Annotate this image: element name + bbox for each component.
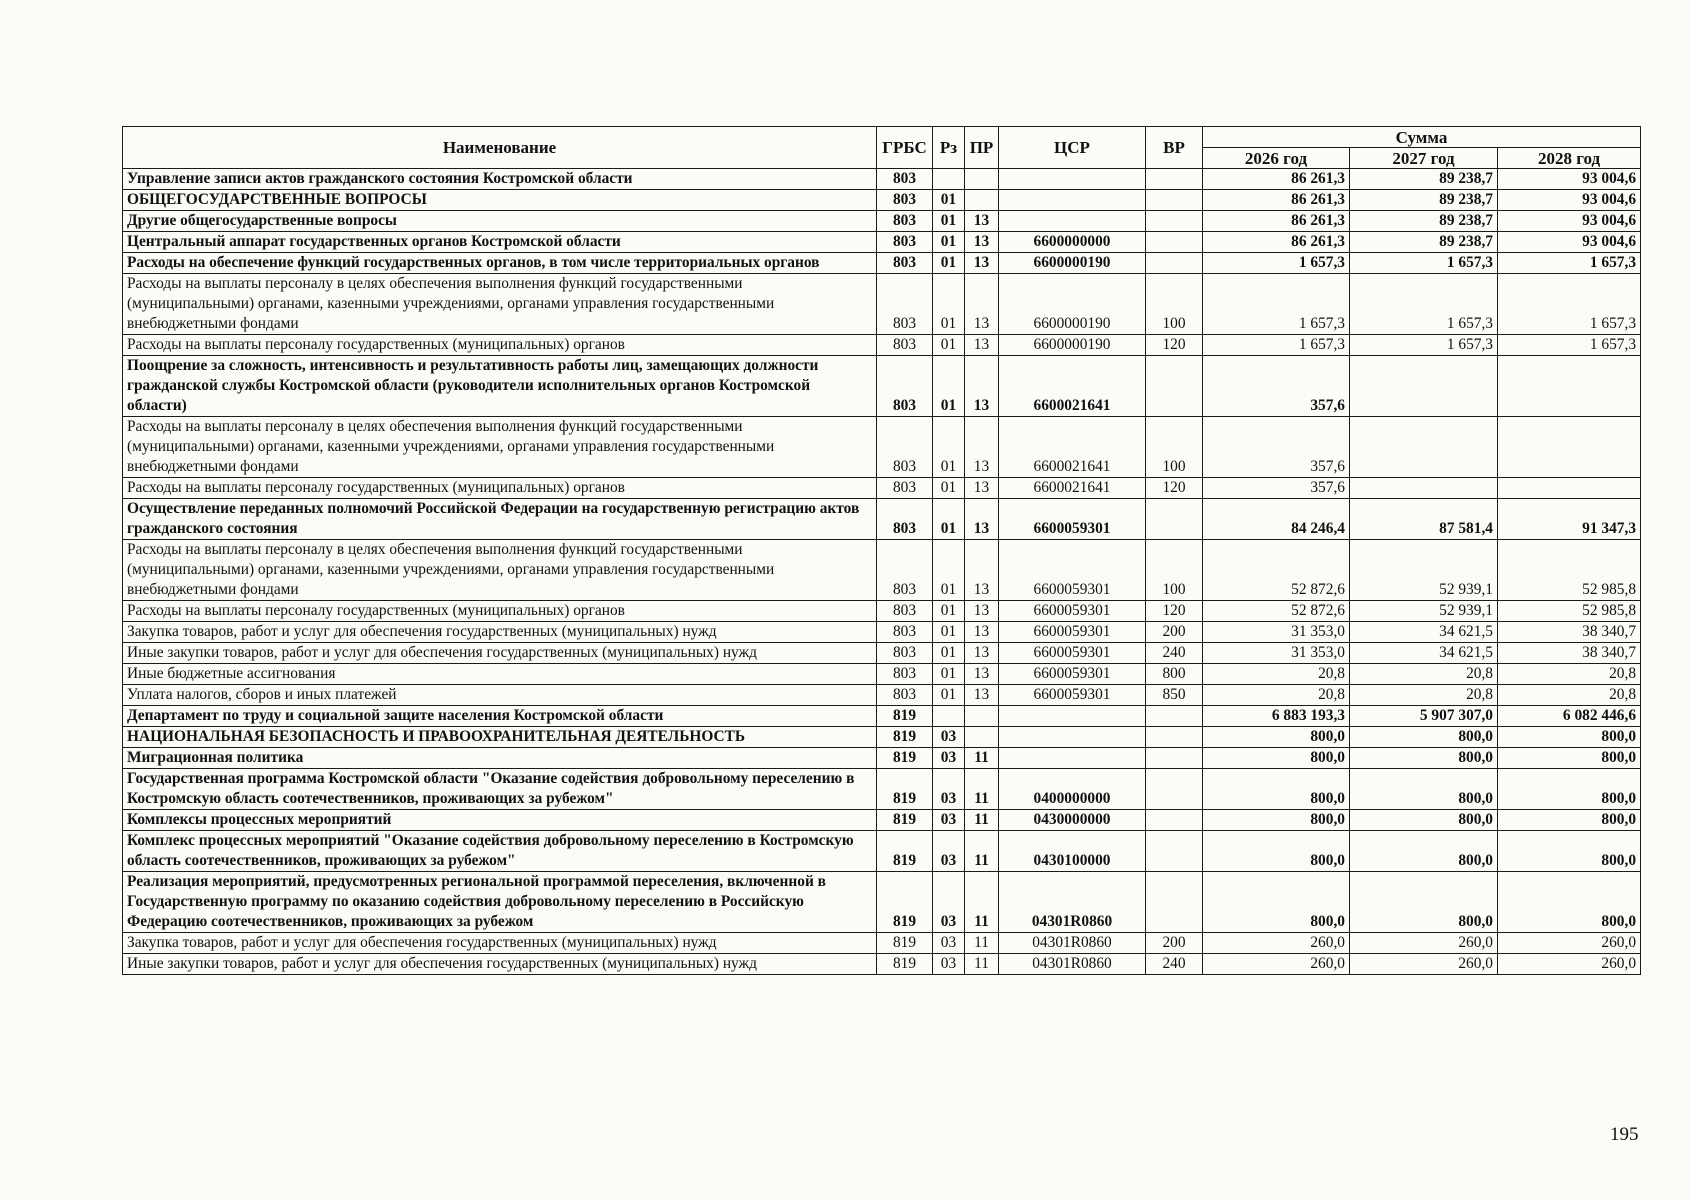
row-amount-2028: 260,0 xyxy=(1498,954,1641,975)
header-vr: ВР xyxy=(1146,127,1203,169)
row-grbs: 819 xyxy=(877,748,933,769)
row-grbs: 803 xyxy=(877,478,933,499)
row-amount-2026: 20,8 xyxy=(1203,664,1350,685)
row-amount-2027: 89 238,7 xyxy=(1350,169,1498,190)
row-amount-2026: 86 261,3 xyxy=(1203,169,1350,190)
header-grbs: ГРБС xyxy=(877,127,933,169)
row-csr xyxy=(999,748,1146,769)
row-rz: 01 xyxy=(933,643,965,664)
table-row xyxy=(123,232,1641,253)
row-name: Иные бюджетные ассигнования xyxy=(123,664,877,685)
header-2026: 2026 год xyxy=(1203,148,1350,169)
header-2027: 2027 год xyxy=(1350,148,1498,169)
row-amount-2027: 34 621,5 xyxy=(1350,622,1498,643)
row-csr: 6600059301 xyxy=(999,540,1146,601)
row-csr: 04301R0860 xyxy=(999,933,1146,954)
row-csr: 0400000000 xyxy=(999,769,1146,810)
row-vr: 200 xyxy=(1146,933,1203,954)
table-header xyxy=(123,127,1641,169)
page-number: 195 xyxy=(1610,1124,1639,1145)
row-vr xyxy=(1146,810,1203,831)
row-grbs: 803 xyxy=(877,685,933,706)
row-csr: 6600059301 xyxy=(999,685,1146,706)
row-rz: 01 xyxy=(933,274,965,335)
row-name: Поощрение за сложность, интенсивность и результативность работы лиц, замещающих должности гражданской службы Костромской области (руководители исполнительных органов Костромской области) xyxy=(123,356,877,417)
row-name: Центральный аппарат государственных органов Костромской области xyxy=(123,232,877,253)
row-vr xyxy=(1146,499,1203,540)
row-csr xyxy=(999,190,1146,211)
header-name: Наименование xyxy=(123,127,877,169)
row-rz: 03 xyxy=(933,954,965,975)
table-row xyxy=(123,253,1641,274)
row-name: Комплекс процессных мероприятий "Оказание содействия добровольному переселению в Костромскую область соотечественников, проживающих за рубежом" xyxy=(123,831,877,872)
row-amount-2028: 1 657,3 xyxy=(1498,335,1641,356)
row-rz: 01 xyxy=(933,540,965,601)
row-grbs: 819 xyxy=(877,872,933,933)
row-grbs: 819 xyxy=(877,727,933,748)
row-csr: 6600000190 xyxy=(999,335,1146,356)
row-amount-2028: 800,0 xyxy=(1498,748,1641,769)
row-amount-2026: 20,8 xyxy=(1203,685,1350,706)
row-vr: 800 xyxy=(1146,664,1203,685)
row-amount-2027: 87 581,4 xyxy=(1350,499,1498,540)
row-csr: 04301R0860 xyxy=(999,954,1146,975)
row-amount-2027: 800,0 xyxy=(1350,810,1498,831)
row-rz xyxy=(933,706,965,727)
row-pr: 13 xyxy=(965,253,999,274)
row-pr: 13 xyxy=(965,478,999,499)
row-pr: 11 xyxy=(965,769,999,810)
row-name: Миграционная политика xyxy=(123,748,877,769)
table-row xyxy=(123,499,1641,540)
row-vr xyxy=(1146,727,1203,748)
row-grbs: 803 xyxy=(877,643,933,664)
table-row xyxy=(123,274,1641,335)
row-amount-2027: 260,0 xyxy=(1350,954,1498,975)
row-pr: 13 xyxy=(965,499,999,540)
row-grbs: 819 xyxy=(877,933,933,954)
row-csr: 0430100000 xyxy=(999,831,1146,872)
row-name: Иные закупки товаров, работ и услуг для обеспечения государственных (муниципальных) нужд xyxy=(123,643,877,664)
row-pr: 13 xyxy=(965,232,999,253)
row-amount-2026: 1 657,3 xyxy=(1203,253,1350,274)
header-sum: Сумма xyxy=(1203,127,1641,148)
header-pr: ПР xyxy=(965,127,999,169)
row-grbs: 803 xyxy=(877,356,933,417)
row-amount-2027: 800,0 xyxy=(1350,748,1498,769)
row-amount-2027: 20,8 xyxy=(1350,685,1498,706)
row-amount-2028 xyxy=(1498,356,1641,417)
row-vr: 100 xyxy=(1146,540,1203,601)
row-amount-2027: 20,8 xyxy=(1350,664,1498,685)
row-amount-2026: 357,6 xyxy=(1203,356,1350,417)
row-pr: 13 xyxy=(965,335,999,356)
row-grbs: 803 xyxy=(877,211,933,232)
row-rz xyxy=(933,169,965,190)
row-csr xyxy=(999,211,1146,232)
row-amount-2028: 800,0 xyxy=(1498,810,1641,831)
header-rz: Рз xyxy=(933,127,965,169)
row-pr: 11 xyxy=(965,954,999,975)
row-rz: 01 xyxy=(933,499,965,540)
row-amount-2028: 1 657,3 xyxy=(1498,253,1641,274)
row-amount-2026: 31 353,0 xyxy=(1203,643,1350,664)
row-pr: 13 xyxy=(965,274,999,335)
row-rz: 01 xyxy=(933,232,965,253)
row-grbs: 819 xyxy=(877,831,933,872)
row-amount-2028: 38 340,7 xyxy=(1498,643,1641,664)
row-name: Расходы на выплаты персоналу в целях обеспечения выполнения функций государственными (муниципальными) органами, казенными учреждениями, органами управления государственными внебюджетными фондами xyxy=(123,540,877,601)
row-name: Комплексы процессных мероприятий xyxy=(123,810,877,831)
row-csr xyxy=(999,727,1146,748)
row-grbs: 803 xyxy=(877,253,933,274)
row-name: Другие общегосударственные вопросы xyxy=(123,211,877,232)
row-vr xyxy=(1146,831,1203,872)
row-vr: 120 xyxy=(1146,478,1203,499)
row-name: Департамент по труду и социальной защите населения Костромской области xyxy=(123,706,877,727)
row-csr: 6600000190 xyxy=(999,253,1146,274)
row-pr: 11 xyxy=(965,872,999,933)
table-row xyxy=(123,190,1641,211)
row-amount-2026: 800,0 xyxy=(1203,769,1350,810)
row-amount-2026: 31 353,0 xyxy=(1203,622,1350,643)
table-row xyxy=(123,954,1641,975)
row-amount-2026: 800,0 xyxy=(1203,831,1350,872)
table-row xyxy=(123,831,1641,872)
row-name: Расходы на выплаты персоналу государственных (муниципальных) органов xyxy=(123,335,877,356)
row-vr xyxy=(1146,211,1203,232)
table-row xyxy=(123,601,1641,622)
row-grbs: 803 xyxy=(877,274,933,335)
row-rz: 01 xyxy=(933,664,965,685)
row-pr: 11 xyxy=(965,831,999,872)
row-amount-2027: 5 907 307,0 xyxy=(1350,706,1498,727)
table-row xyxy=(123,872,1641,933)
row-amount-2026: 260,0 xyxy=(1203,933,1350,954)
row-csr: 04301R0860 xyxy=(999,872,1146,933)
row-amount-2028: 800,0 xyxy=(1498,769,1641,810)
row-amount-2027: 34 621,5 xyxy=(1350,643,1498,664)
row-name: Управление записи актов гражданского состояния Костромской области xyxy=(123,169,877,190)
row-amount-2027: 1 657,3 xyxy=(1350,274,1498,335)
budget-table xyxy=(122,126,1641,975)
row-amount-2028: 800,0 xyxy=(1498,831,1641,872)
row-rz: 01 xyxy=(933,601,965,622)
row-rz: 01 xyxy=(933,417,965,478)
row-amount-2026: 84 246,4 xyxy=(1203,499,1350,540)
row-vr: 240 xyxy=(1146,643,1203,664)
row-amount-2028: 93 004,6 xyxy=(1498,232,1641,253)
row-pr: 11 xyxy=(965,933,999,954)
row-amount-2028: 91 347,3 xyxy=(1498,499,1641,540)
row-csr: 6600000000 xyxy=(999,232,1146,253)
row-pr: 13 xyxy=(965,356,999,417)
row-amount-2026: 800,0 xyxy=(1203,727,1350,748)
row-amount-2028: 93 004,6 xyxy=(1498,211,1641,232)
row-amount-2026: 6 883 193,3 xyxy=(1203,706,1350,727)
row-amount-2027: 52 939,1 xyxy=(1350,540,1498,601)
table-row xyxy=(123,933,1641,954)
row-amount-2028: 800,0 xyxy=(1498,872,1641,933)
row-vr: 200 xyxy=(1146,622,1203,643)
row-amount-2028: 800,0 xyxy=(1498,727,1641,748)
row-csr xyxy=(999,706,1146,727)
row-csr: 6600059301 xyxy=(999,499,1146,540)
row-vr xyxy=(1146,356,1203,417)
table-row xyxy=(123,810,1641,831)
row-name: Осуществление переданных полномочий Российской Федерации на государственную регистрацию актов гражданского состояния xyxy=(123,499,877,540)
table-row xyxy=(123,769,1641,810)
row-rz: 01 xyxy=(933,685,965,706)
table-row xyxy=(123,727,1641,748)
row-amount-2026: 357,6 xyxy=(1203,417,1350,478)
row-amount-2027: 52 939,1 xyxy=(1350,601,1498,622)
row-grbs: 803 xyxy=(877,622,933,643)
row-rz: 01 xyxy=(933,622,965,643)
header-2028: 2028 год xyxy=(1498,148,1641,169)
row-amount-2028: 52 985,8 xyxy=(1498,540,1641,601)
row-name: Государственная программа Костромской области "Оказание содействия добровольному переселению в Костромскую область соотечественников, проживающих за рубежом" xyxy=(123,769,877,810)
row-csr: 0430000000 xyxy=(999,810,1146,831)
row-vr xyxy=(1146,253,1203,274)
table-row xyxy=(123,664,1641,685)
row-pr: 11 xyxy=(965,810,999,831)
row-amount-2026: 357,6 xyxy=(1203,478,1350,499)
row-csr: 6600059301 xyxy=(999,643,1146,664)
row-amount-2027 xyxy=(1350,417,1498,478)
row-rz: 03 xyxy=(933,727,965,748)
row-amount-2028: 20,8 xyxy=(1498,685,1641,706)
row-vr: 850 xyxy=(1146,685,1203,706)
table-row xyxy=(123,211,1641,232)
row-amount-2027 xyxy=(1350,356,1498,417)
row-pr xyxy=(965,706,999,727)
row-grbs: 803 xyxy=(877,664,933,685)
row-pr: 13 xyxy=(965,601,999,622)
row-name: Расходы на выплаты персоналу в целях обеспечения выполнения функций государственными (муниципальными) органами, казенными учреждениями, органами управления государственными внебюджетными фондами xyxy=(123,274,877,335)
row-name: Иные закупки товаров, работ и услуг для обеспечения государственных (муниципальных) нужд xyxy=(123,954,877,975)
row-name: Расходы на выплаты персоналу в целях обеспечения выполнения функций государственными (муниципальными) органами, казенными учреждениями, органами управления государственными внебюджетными фондами xyxy=(123,417,877,478)
table-row xyxy=(123,748,1641,769)
row-rz: 03 xyxy=(933,872,965,933)
row-amount-2027: 800,0 xyxy=(1350,831,1498,872)
table-row xyxy=(123,169,1641,190)
row-amount-2027: 1 657,3 xyxy=(1350,253,1498,274)
row-rz: 03 xyxy=(933,769,965,810)
row-vr xyxy=(1146,169,1203,190)
row-amount-2028: 93 004,6 xyxy=(1498,169,1641,190)
row-amount-2027: 800,0 xyxy=(1350,872,1498,933)
row-rz: 03 xyxy=(933,748,965,769)
row-rz: 01 xyxy=(933,253,965,274)
row-name: ОБЩЕГОСУДАРСТВЕННЫЕ ВОПРОСЫ xyxy=(123,190,877,211)
row-grbs: 803 xyxy=(877,335,933,356)
row-name: Реализация мероприятий, предусмотренных региональной программой переселения, включенной в Государственную программу по оказанию содействия добровольному переселению в Российскую Федерацию соотечественников, проживающих за рубежом xyxy=(123,872,877,933)
table-body xyxy=(123,169,1641,975)
header-csr: ЦСР xyxy=(999,127,1146,169)
row-csr xyxy=(999,169,1146,190)
row-pr: 13 xyxy=(965,417,999,478)
table-row xyxy=(123,685,1641,706)
row-grbs: 803 xyxy=(877,601,933,622)
row-pr xyxy=(965,190,999,211)
table-row xyxy=(123,622,1641,643)
row-vr: 120 xyxy=(1146,335,1203,356)
row-amount-2027: 89 238,7 xyxy=(1350,190,1498,211)
row-pr: 13 xyxy=(965,540,999,601)
row-amount-2027: 89 238,7 xyxy=(1350,232,1498,253)
row-vr xyxy=(1146,872,1203,933)
table-row xyxy=(123,478,1641,499)
row-name: Расходы на обеспечение функций государственных органов, в том числе территориальных органов xyxy=(123,253,877,274)
table-row xyxy=(123,706,1641,727)
table-row xyxy=(123,540,1641,601)
row-amount-2026: 800,0 xyxy=(1203,748,1350,769)
row-pr: 13 xyxy=(965,685,999,706)
row-amount-2028: 93 004,6 xyxy=(1498,190,1641,211)
row-grbs: 819 xyxy=(877,810,933,831)
row-vr xyxy=(1146,706,1203,727)
row-csr: 6600021641 xyxy=(999,417,1146,478)
row-vr xyxy=(1146,748,1203,769)
row-name: Расходы на выплаты персоналу государственных (муниципальных) органов xyxy=(123,478,877,499)
row-amount-2028: 38 340,7 xyxy=(1498,622,1641,643)
row-grbs: 803 xyxy=(877,232,933,253)
row-amount-2026: 52 872,6 xyxy=(1203,540,1350,601)
row-amount-2028: 1 657,3 xyxy=(1498,274,1641,335)
row-amount-2027: 800,0 xyxy=(1350,769,1498,810)
row-rz: 01 xyxy=(933,335,965,356)
row-vr xyxy=(1146,190,1203,211)
row-name: НАЦИОНАЛЬНАЯ БЕЗОПАСНОСТЬ И ПРАВООХРАНИТЕЛЬНАЯ ДЕЯТЕЛЬНОСТЬ xyxy=(123,727,877,748)
row-name: Закупка товаров, работ и услуг для обеспечения государственных (муниципальных) нужд xyxy=(123,622,877,643)
row-amount-2027: 89 238,7 xyxy=(1350,211,1498,232)
row-rz: 03 xyxy=(933,810,965,831)
row-csr: 6600059301 xyxy=(999,601,1146,622)
row-amount-2026: 86 261,3 xyxy=(1203,211,1350,232)
row-amount-2027: 1 657,3 xyxy=(1350,335,1498,356)
row-rz: 01 xyxy=(933,211,965,232)
row-csr: 6600059301 xyxy=(999,664,1146,685)
table-row xyxy=(123,643,1641,664)
row-vr: 100 xyxy=(1146,274,1203,335)
row-pr: 11 xyxy=(965,748,999,769)
row-name: Закупка товаров, работ и услуг для обеспечения государственных (муниципальных) нужд xyxy=(123,933,877,954)
row-vr: 240 xyxy=(1146,954,1203,975)
table-row xyxy=(123,356,1641,417)
row-amount-2028: 20,8 xyxy=(1498,664,1641,685)
row-rz: 01 xyxy=(933,190,965,211)
row-grbs: 803 xyxy=(877,417,933,478)
row-csr: 6600000190 xyxy=(999,274,1146,335)
row-amount-2028: 52 985,8 xyxy=(1498,601,1641,622)
row-amount-2026: 52 872,6 xyxy=(1203,601,1350,622)
row-amount-2026: 1 657,3 xyxy=(1203,335,1350,356)
row-rz: 01 xyxy=(933,356,965,417)
row-amount-2027 xyxy=(1350,478,1498,499)
row-grbs: 819 xyxy=(877,954,933,975)
row-pr: 13 xyxy=(965,211,999,232)
row-amount-2026: 86 261,3 xyxy=(1203,232,1350,253)
row-grbs: 803 xyxy=(877,499,933,540)
row-amount-2027: 260,0 xyxy=(1350,933,1498,954)
row-csr: 6600021641 xyxy=(999,356,1146,417)
row-amount-2027: 800,0 xyxy=(1350,727,1498,748)
row-grbs: 819 xyxy=(877,706,933,727)
row-pr: 13 xyxy=(965,622,999,643)
row-vr xyxy=(1146,769,1203,810)
row-vr xyxy=(1146,232,1203,253)
row-grbs: 803 xyxy=(877,190,933,211)
row-csr: 6600021641 xyxy=(999,478,1146,499)
row-amount-2028 xyxy=(1498,417,1641,478)
row-grbs: 803 xyxy=(877,169,933,190)
row-rz: 01 xyxy=(933,478,965,499)
row-pr: 13 xyxy=(965,664,999,685)
row-pr: 13 xyxy=(965,643,999,664)
row-amount-2028 xyxy=(1498,478,1641,499)
table-row xyxy=(123,335,1641,356)
row-rz: 03 xyxy=(933,933,965,954)
row-amount-2026: 800,0 xyxy=(1203,872,1350,933)
row-name: Расходы на выплаты персоналу государственных (муниципальных) органов xyxy=(123,601,877,622)
table-row xyxy=(123,417,1641,478)
row-name: Уплата налогов, сборов и иных платежей xyxy=(123,685,877,706)
row-pr xyxy=(965,169,999,190)
row-csr: 6600059301 xyxy=(999,622,1146,643)
row-vr: 100 xyxy=(1146,417,1203,478)
row-amount-2026: 800,0 xyxy=(1203,810,1350,831)
row-vr: 120 xyxy=(1146,601,1203,622)
row-amount-2028: 260,0 xyxy=(1498,933,1641,954)
row-grbs: 803 xyxy=(877,540,933,601)
row-amount-2026: 1 657,3 xyxy=(1203,274,1350,335)
row-amount-2026: 260,0 xyxy=(1203,954,1350,975)
row-amount-2028: 6 082 446,6 xyxy=(1498,706,1641,727)
row-rz: 03 xyxy=(933,831,965,872)
row-grbs: 819 xyxy=(877,769,933,810)
row-pr xyxy=(965,727,999,748)
row-amount-2026: 86 261,3 xyxy=(1203,190,1350,211)
